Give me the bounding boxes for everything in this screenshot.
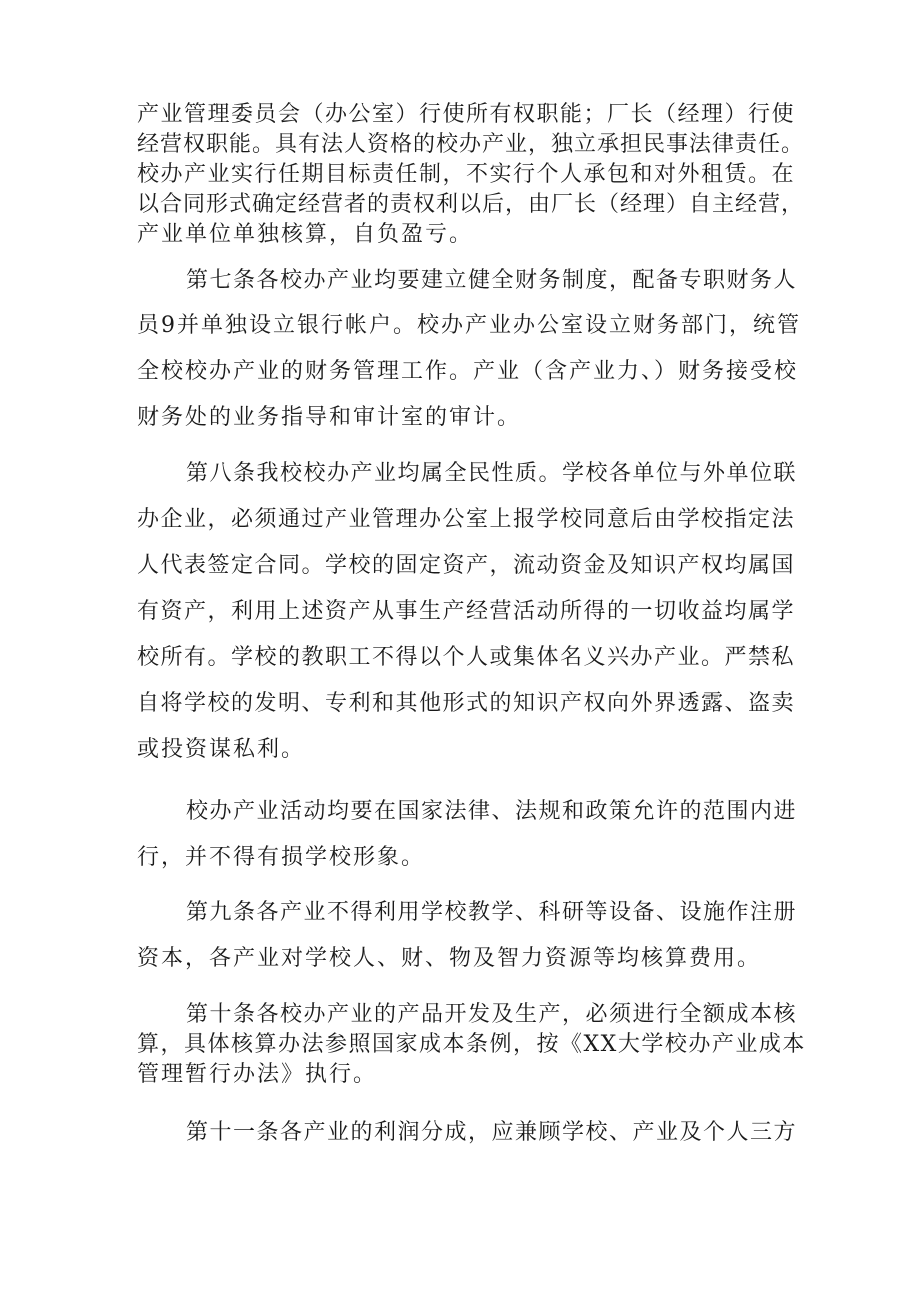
paragraph-line: 产业管理委员会（办公室）行使所有权职能；厂长（经理）行使 [137,102,796,127]
article-7-line: 财务处的业务指导和审计室的审计。 [137,405,522,430]
article-8-line: 办企业，必须通过产业管理办公室上报学校同意后由学校指定法 [137,507,796,532]
article-9-line: 第九条各产业不得利用学校教学、科研等设备、设施作注册 [186,900,798,925]
article-7-line: 第七条各校办产业均要建立健全财务制度，配备专职财务人 [186,268,798,293]
article-11-line: 第十一条各产业的利润分成，应兼顾学校、产业及个人三方 [186,1120,798,1145]
paragraph-line: 产业单位单独核算，自负盈亏。 [137,222,474,247]
paragraph-line: 以合同形式确定经营者的责权利以后，由厂长（经理）自主经营， [137,192,805,217]
article-8-line: 或投资谋私利。 [137,737,306,762]
article-10-line: 算，具体核算办法参照国家成本条例，按《XX大学校办产业成本 [137,1032,806,1057]
article-8-line: 第八条我校校办产业均属全民性质。学校各单位与外单位联 [186,461,798,486]
article-10-line: 管理暂行办法》执行。 [137,1062,378,1087]
article-7-line: 员9并单独设立银行帐户。校办产业办公室设立财务部门，统管 [137,313,801,338]
paragraph-line: 行，并不得有损学校形象。 [137,845,426,870]
paragraph-line: 校办产业活动均要在国家法律、法规和政策允许的范围内进 [186,799,798,824]
article-10-line: 第十条各校办产业的产品开发及生产，必须进行全额成本核 [186,1002,798,1027]
paragraph-line: 经营权职能。具有法人资格的校办产业，独立承担民事法律责任。 [137,132,805,157]
article-8-line: 自将学校的发明、专利和其他形式的知识产权向外界透露、盗卖 [137,691,796,716]
article-8-line: 人代表签定合同。学校的固定资产，流动资金及知识产权均属国 [137,553,796,578]
article-8-line: 校所有。学校的教职工不得以个人或集体名义兴办产业。严禁私 [137,645,796,670]
paragraph-line: 校办产业实行任期目标责任制，不实行个人承包和对外租赁。在 [137,162,796,187]
article-7-line: 全校校办产业的财务管理工作。产业（含产业力、）财务接受校 [137,359,799,384]
article-8-line: 有资产，利用上述资产从事生产经营活动所得的一切收益均属学 [137,599,796,624]
article-9-line: 资本，各产业对学校人、财、物及智力资源等均核算费用。 [137,946,762,971]
